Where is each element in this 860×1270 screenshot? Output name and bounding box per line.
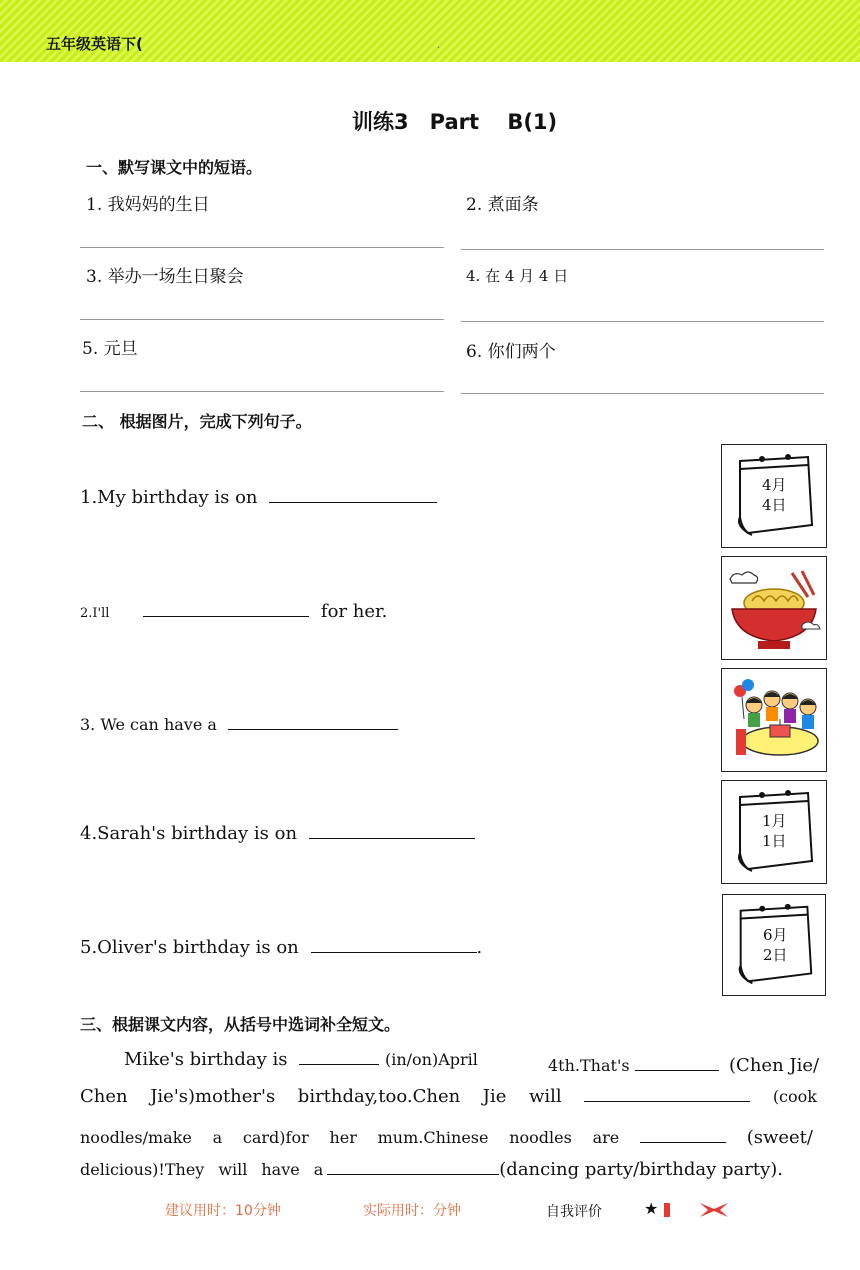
passage-text: Jie <box>482 1086 507 1107</box>
section1-heading: 一、默写课文中的短语。 <box>86 158 263 177</box>
passage-text: (Chen Jie/ <box>729 1055 820 1076</box>
answer-line-1[interactable] <box>80 247 444 248</box>
passage-text: card)for <box>242 1128 309 1147</box>
sentence-4-text: 4.Sarah's birthday is on <box>80 823 298 844</box>
passage-text: her <box>329 1128 357 1147</box>
page-title: 训练3 Part B(1) <box>352 110 558 134</box>
picture-noodles <box>721 556 827 660</box>
passage-text: noodles/make <box>80 1128 192 1147</box>
passage-line-4 <box>80 1156 783 1180</box>
sentence-5 <box>80 934 482 958</box>
phrase-item-2: 2. 煮面条 <box>466 195 539 215</box>
phrase-item-4: 4. 在 4 月 4 日 <box>466 267 569 285</box>
birthday-party-icon <box>722 669 826 771</box>
phrase-item-1: 1. 我妈妈的生日 <box>86 195 210 215</box>
passage-text: birthday,too.Chen <box>297 1086 461 1107</box>
sentence-5-text: 5.Oliver's birthday is on <box>80 937 299 958</box>
answer-line-2[interactable] <box>461 249 824 250</box>
calendar-day: 2日 <box>763 946 788 964</box>
sentence-2-blank[interactable] <box>143 598 309 617</box>
calendar-month: 1月 <box>762 812 787 830</box>
passage-text: Jie's)mother's <box>150 1086 276 1107</box>
passage-text: will <box>528 1086 562 1107</box>
passage-line-1b <box>548 1052 819 1076</box>
calendar-day: 4日 <box>762 496 787 514</box>
passage-text: mum.Chinese <box>377 1128 489 1147</box>
passage-text: noodles <box>509 1128 572 1147</box>
rating-mark-1 <box>664 1203 670 1217</box>
passage-text: are <box>592 1128 620 1147</box>
passage-text: 4th.That's <box>548 1056 630 1075</box>
header-dot: . <box>437 40 441 51</box>
answer-line-6[interactable] <box>461 393 824 394</box>
sentence-3 <box>80 711 398 734</box>
suggested-time: 建议用时：10分钟 <box>165 1203 281 1219</box>
calendar-month: 6月 <box>763 926 788 944</box>
sentence-2-text: 2.I'll <box>80 606 110 621</box>
phrase-item-3: 3. 举办一场生日聚会 <box>86 267 244 287</box>
phrase-item-5: 5. 元旦 <box>82 339 138 359</box>
passage-text: (sweet/ <box>746 1127 813 1148</box>
picture-calendar-april-4 <box>721 444 827 548</box>
sentence-1 <box>80 484 437 508</box>
passage-text: a <box>313 1160 324 1179</box>
phrase-item-6: 6. 你们两个 <box>466 342 556 362</box>
passage-blank-2[interactable] <box>635 1052 719 1071</box>
section3-heading: 三、根据课文内容，从括号中选词补全短文。 <box>80 1015 401 1034</box>
self-evaluation-label: 自我评价 <box>546 1204 602 1220</box>
calendar-day: 1日 <box>762 832 787 850</box>
passage-text: will <box>218 1160 248 1179</box>
passage-blank-1[interactable] <box>299 1046 379 1065</box>
passage-text: (in/on)April <box>384 1050 478 1069</box>
calendar-month: 4月 <box>762 476 787 494</box>
passage-blank-4[interactable] <box>640 1124 726 1143</box>
passage-text: have <box>261 1160 300 1179</box>
book-title: 五年级英语下( <box>46 35 143 53</box>
picture-calendar-january-1 <box>721 780 827 884</box>
actual-time: 实际用时：分钟 <box>363 1203 461 1219</box>
passage-blank-3[interactable] <box>584 1083 750 1102</box>
answer-line-4[interactable] <box>461 321 824 322</box>
answer-line-5[interactable] <box>80 391 444 392</box>
noodle-bowl-icon <box>722 557 826 659</box>
picture-birthday-party <box>721 668 827 772</box>
passage-text: delicious)!They <box>80 1160 205 1179</box>
passage-line-2 <box>80 1083 817 1107</box>
rating-mark-2 <box>698 1201 730 1219</box>
passage-text: (dancing party/birthday party). <box>499 1159 784 1180</box>
sentence-3-text: 3. We can have a <box>80 715 217 734</box>
passage-text: a <box>212 1128 223 1147</box>
sentence-3-blank[interactable] <box>228 711 398 730</box>
answer-line-3[interactable] <box>80 319 444 320</box>
section2-heading: 二、 根据图片，完成下列句子。 <box>82 412 312 431</box>
sentence-5-blank[interactable] <box>311 934 477 953</box>
sentence-4 <box>80 820 475 844</box>
picture-calendar-june-2 <box>722 894 826 996</box>
passage-line-1a <box>124 1046 478 1070</box>
passage-text: Chen <box>80 1086 128 1107</box>
sentence-4-blank[interactable] <box>309 820 475 839</box>
sentence-1-blank[interactable] <box>269 484 437 503</box>
sentence-2-after: for her. <box>320 601 388 622</box>
sentence-2 <box>80 598 387 622</box>
sentence-5-after: . <box>476 937 483 958</box>
passage-text: Mike's birthday is <box>124 1049 288 1070</box>
sentence-1-text: 1.My birthday is on <box>80 487 258 508</box>
star-icon: ★ <box>644 1199 659 1218</box>
passage-blank-5[interactable] <box>327 1156 499 1175</box>
passage-line-3 <box>80 1124 813 1148</box>
passage-text: (cook <box>772 1087 817 1106</box>
